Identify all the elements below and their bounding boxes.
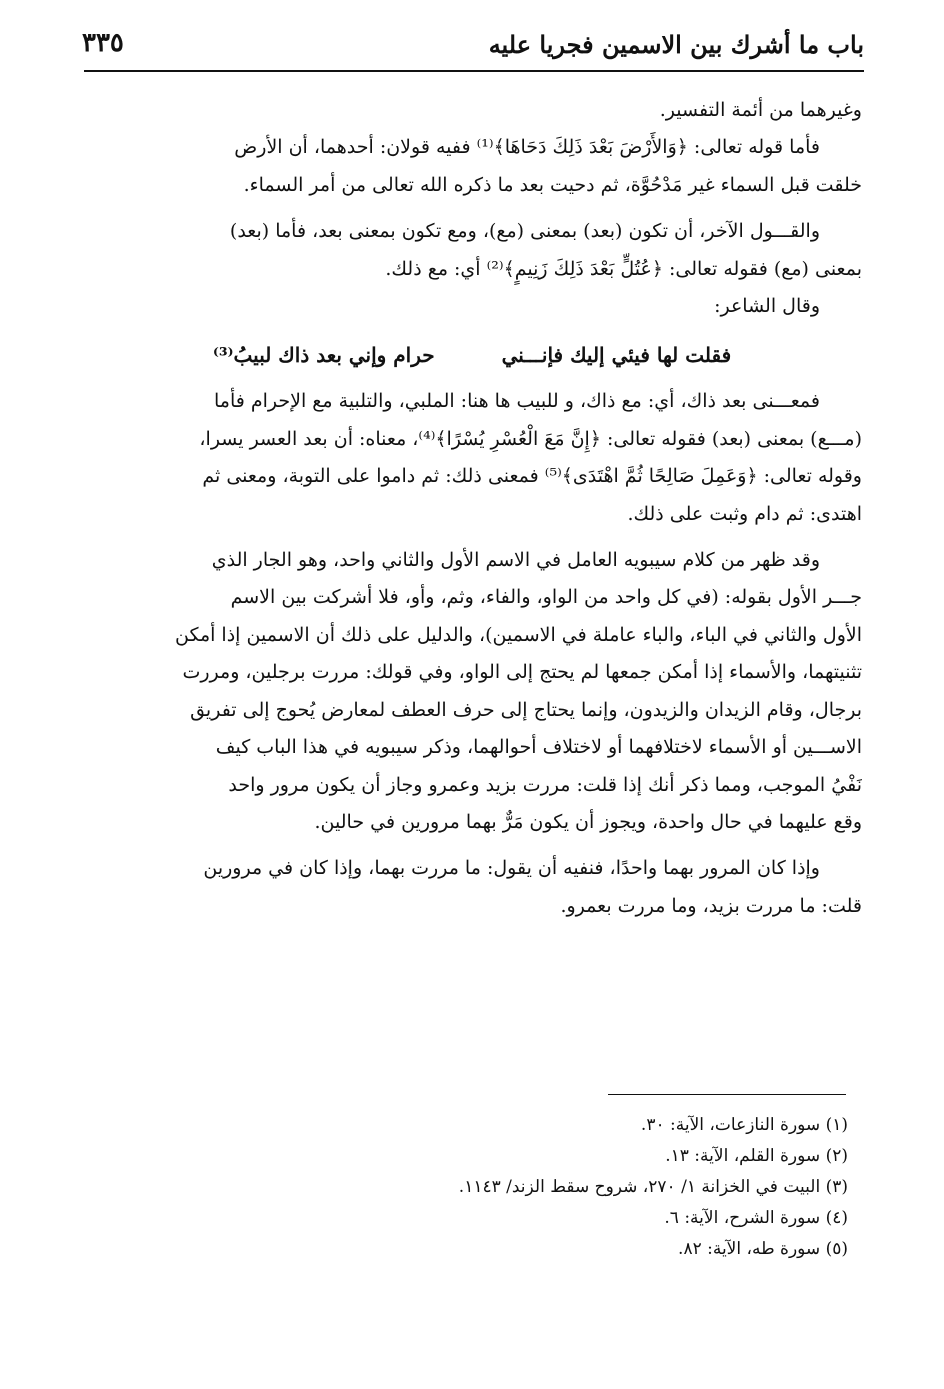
paragraph-line: نَفْيُ الموجب، ومما ذكر أنك إذا قلت: مررت بزيد وعمرو وجاز أن يكون مرور واحد [228, 773, 862, 796]
paragraph-line: الأول والثاني في الباء، والباء عاملة في الاسمين)، والدليل على ذلك أن الاسمين إذا أمكن [174, 623, 862, 646]
paragraph-line: وقع عليهما في حال واحدة، ويجوز أن يكون مَرٌّ بهما مرورين في حالين. [314, 810, 862, 833]
paragraph-line: فمعـــنى بعد ذاك، أي: مع ذاك، و للبيب ها هنا: الملبي، والتلبية مع الإحرام فأما [214, 390, 820, 413]
footnote: (٥) سورة طه، الآية: ٨٢. [678, 1239, 848, 1259]
footnote: (٤) سورة الشرح، الآية: ٦. [664, 1208, 848, 1228]
paragraph-line: اهتدى: ثم دام وثبت على ذلك. [627, 502, 862, 525]
paragraph-line: تثنيتهما، والأسماء إذا أمكن جمعها لم يحتج إلى الواو، وفي قولك: مررت برجلين، ومررت [182, 661, 862, 684]
paragraph-line: وقد ظهر من كلام سيبويه العامل في الاسم الأول والثاني واحد، وهو الجار الذي [211, 549, 820, 572]
paragraph-line: جـــر الأول بقوله: (في كل واحد من الواو، والفاء، وثم، وأو، فلا أشركت بين الاسم [230, 586, 862, 609]
verse-second-hemistich: حرام وإني بعد ذاك لبيبُ⁽³⁾ [212, 343, 435, 368]
paragraph-line: وإذا كان المرور بهما واحدًا، فنفيه أن يقول: ما مررت بهما، وإذا كان في مرورين [203, 857, 820, 880]
paragraph-line: وقال الشاعر: [714, 295, 820, 318]
footnote-divider [608, 1094, 846, 1095]
paragraph-line: فأما قوله تعالى: ﴿وَالأَرْضَ بَعْدَ ذَلِكَ دَحَاهَا﴾⁽¹⁾ ففيه قولان: أحدهما، أن الأرض [234, 136, 820, 159]
paragraph-line: برجال، وقام الزيدان والزيدون، وإنما يحتاج إلى حرف العطف لمعارض يُحوج إلى تفريق [190, 698, 862, 721]
main-text [82, 92, 862, 925]
paragraph-line: (مـــع) بمعنى (بعد) فقوله تعالى: ﴿إِنَّ مَعَ الْعُسْرِ يُسْرًا﴾⁽⁴⁾، معناه: أن بعد العسر يسرا، [199, 427, 862, 450]
page-number: ٣٣٥ [82, 28, 124, 58]
footnote: (١) سورة النازعات، الآية: ٣٠. [640, 1115, 848, 1135]
verse-first-hemistich: فقلت لها فيئي إليك فإنـــني [501, 343, 732, 368]
poetry-verse [82, 337, 862, 373]
footnotes [248, 1110, 848, 1265]
chapter-title: باب ما أشرك بين الاسمين فجريا عليه [488, 30, 864, 59]
paragraph-line: الاســـين أو الأسماء لاختلافهما أو لاختلاف أحوالهما، وذكر سيبويه في هذا الباب كيف [215, 736, 862, 759]
footnote: (٣) البيت في الخزانة ١/ ٢٧٠، شروح سقط الزند/ ١١٤٣. [458, 1177, 848, 1197]
paragraph-line: خلقت قبل السماء غير مَدْحُوَّة، ثم دحيت بعد ما ذكره الله تعالى من أمر السماء. [243, 173, 862, 196]
paragraph-line: وغيرهما من أئمة التفسير. [659, 99, 862, 121]
paragraph-line: بمعنى (مع) فقوله تعالى: ﴿عُتُلٍّ بَعْدَ ذَلِكَ زَنِيمٍ﴾⁽²⁾ أي: مع ذلك. [385, 257, 862, 280]
paragraph-line: قلت: ما مررت بزيد، وما مررت بعمرو. [560, 894, 862, 917]
paragraph-line: وقوله تعالى: ﴿وَعَمِلَ صَالِحًا ثُمَّ اهْتَدَى﴾⁽⁵⁾ فمعنى ذلك: ثم داموا على التوبة، ومعنى ثم [202, 465, 862, 488]
paragraph-line: والقـــول الآخر، أن تكون (بعد) بمعنى (مع)، ومع تكون بمعنى بعد، فأما (بعد) [229, 220, 820, 243]
running-header [82, 26, 864, 64]
header-divider [84, 70, 864, 72]
footnote: (٢) سورة القلم، الآية: ١٣. [665, 1146, 848, 1166]
